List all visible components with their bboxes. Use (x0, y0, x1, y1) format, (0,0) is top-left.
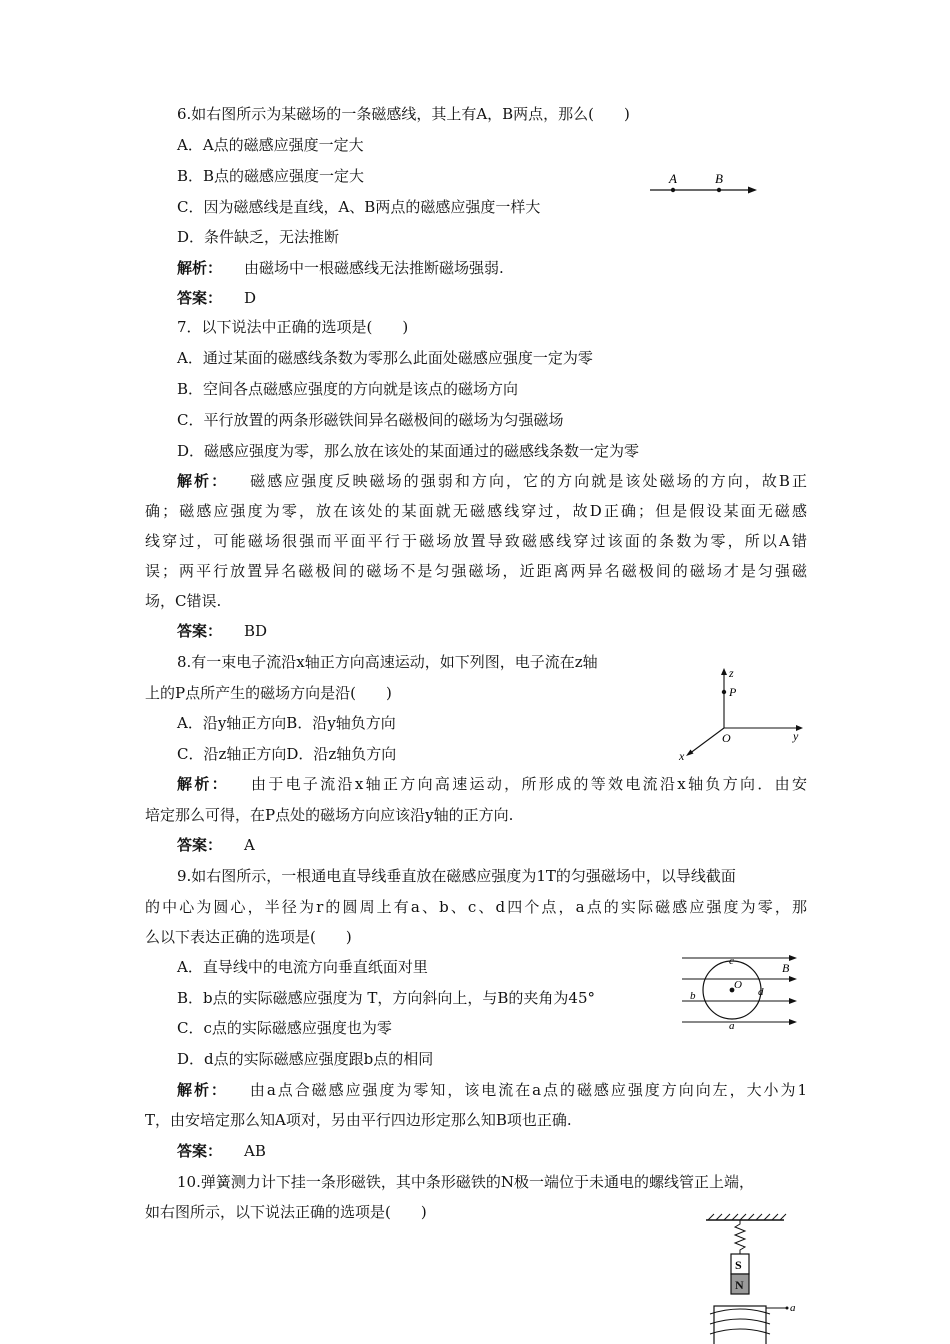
point-p-dot (722, 690, 726, 694)
q8-stem-line2: 上的P点所产生的磁场方向是沿( ) (145, 684, 392, 702)
q9-figure-field-circle (678, 950, 808, 1032)
q8-stem-line1: 8.有一束电子流沿x轴正方向高速运动，如下列图，电子流在z轴 (177, 653, 598, 671)
point-c-label: c (729, 955, 734, 967)
analysis-label: 解析： (177, 775, 229, 793)
q7-analysis-line3: 线穿过，可能磁场很强而平面平行于磁场放置导致磁感线穿过该面的条数为零，所以A错 (145, 532, 807, 550)
q9-option-b: B．b点的实际磁感应强度为 T，方向斜向上，与B的夹角为45° (177, 989, 596, 1007)
center-o-label: O (734, 979, 742, 991)
q6-option-d: D．条件缺乏，无法推断 (177, 228, 340, 246)
q9-analysis-line2: T，由安培定那么知A项对，另由平行四边形定那么知B项也正确. (145, 1111, 572, 1129)
q7-option-a: A．通过某面的磁感线条数为零那么此面处磁感应强度一定为零 (177, 349, 593, 367)
spring (735, 1220, 745, 1254)
answer-label: 答案： (177, 622, 223, 640)
terminal-a-label: a (790, 1302, 796, 1314)
q10-stem-line1: 10.弹簧测力计下挂一条形磁铁，其中条形磁铁的N极一端位于未通电的螺线管正上端， (177, 1173, 754, 1191)
answer-label: 答案： (177, 1142, 223, 1160)
point-b-label: b (690, 990, 696, 1002)
q7-answer (177, 621, 267, 641)
q8-options-ab: A．沿y轴正方向B．沿y轴负方向 (177, 714, 396, 732)
q6-option-c: C．因为磁感线是直线，A、B两点的磁感应强度一样大 (177, 198, 541, 216)
point-b-dot (717, 188, 721, 192)
q7-option-b: B．空间各点磁感应强度的方向就是该点的磁场方向 (177, 380, 519, 398)
q10-stem-line2: 如右图所示，以下说法正确的选项是( ) (145, 1203, 427, 1221)
q10-figure-spring-magnet (700, 1210, 805, 1344)
q6-stem: 6.如右图所示为某磁场的一条磁感线，其上有A，B两点，那么( ) (177, 105, 630, 123)
point-b-label: B (715, 171, 723, 186)
q9-option-d: D．d点的实际磁感应强度跟b点的相同 (177, 1050, 434, 1068)
answer-label: 答案： (177, 836, 223, 854)
z-axis-label: z (729, 666, 734, 680)
answer-value: BD (244, 622, 268, 640)
q7-analysis-line4: 误；两平行放置异名磁极间的磁场不是匀强磁场，近距离两异名磁极间的磁场才是匀强磁 (145, 562, 807, 580)
analysis-text: 由磁场中一根磁感线无法推断磁场强弱. (244, 259, 504, 277)
q6-answer (177, 288, 256, 308)
solenoid (714, 1306, 766, 1344)
analysis-label: 解析： (177, 472, 229, 490)
point-d-label: d (758, 986, 764, 998)
q7-option-d: D．磁感应强度为零，那么放在该处的某面通过的磁感线条数一定为零 (177, 442, 640, 460)
answer-value: AB (244, 1142, 266, 1160)
q8-options-cd: C．沿z轴正方向D．沿z轴负方向 (177, 745, 397, 763)
analysis-label: 解析： (177, 259, 223, 277)
q6-option-a: A．A点的磁感应强度一定大 (177, 136, 364, 154)
q6-option-b: B．B点的磁感应强度一定大 (177, 167, 365, 185)
q9-stem-line3: 么以下表达正确的选项是( ) (145, 928, 352, 946)
s-pole-label: S (735, 1258, 742, 1272)
q6-figure-field-line (645, 166, 765, 200)
q8-answer (177, 835, 255, 855)
q8-figure-axes (675, 664, 815, 764)
analysis-label: 解析： (177, 1081, 228, 1099)
point-a-dot (671, 188, 675, 192)
answer-value: D (244, 289, 257, 307)
x-axis-label: x (679, 749, 685, 763)
q7-analysis-line2: 确；磁感应强度为零，放在该处的某面就无磁感线穿过，故D正确；但是假设某面无磁感 (145, 502, 807, 520)
q9-answer (177, 1141, 266, 1161)
origin-label: O (722, 731, 731, 745)
answer-label: 答案： (177, 289, 223, 307)
q9-option-a: A．直导线中的电流方向垂直纸面对里 (177, 958, 428, 976)
q7-stem: 7．以下说法中正确的选项是( ) (177, 318, 409, 336)
q7-analysis-line5: 场，C错误. (145, 592, 222, 610)
n-pole-label: N (735, 1278, 744, 1292)
field-b-label: B (782, 961, 790, 975)
q8-analysis-line2: 培定那么可得，在P点处的磁场方向应该沿y轴的正方向. (145, 806, 514, 824)
point-p-label: P (729, 685, 737, 699)
q9-analysis-line1 (177, 1080, 807, 1100)
q9-stem-line1: 9.如右图所示，一根通电直导线垂直放在磁感应强度为1T的匀强磁场中，以导线截面 (177, 867, 736, 885)
point-a-label: A (669, 171, 677, 186)
q6-analysis (177, 258, 504, 278)
analysis-text: 由于电子流沿x轴正方向高速运动，所形成的等效电流沿x轴负方向．由安 (250, 775, 807, 793)
q8-analysis-line1 (177, 774, 807, 794)
y-axis-label: y (793, 729, 799, 743)
q7-analysis-line1 (177, 471, 807, 491)
q7-option-c: C．平行放置的两条形磁铁间异名磁极间的磁场为匀强磁场 (177, 411, 564, 429)
point-a-label: a (729, 1020, 735, 1032)
answer-value: A (244, 836, 255, 854)
analysis-text: 由a点合磁感应强度为零知，该电流在a点的磁感应强度方向向左，大小为1 (249, 1081, 807, 1099)
analysis-text: 磁感应强度反映磁场的强弱和方向，它的方向就是该处磁场的方向，故B正 (250, 472, 807, 490)
q9-option-c: C．c点的实际磁感应强度也为零 (177, 1019, 392, 1037)
q9-stem-line2: 的中心为圆心，半径为r的圆周上有a、b、c、d四个点，a点的实际磁感应强度为零，那 (145, 898, 807, 916)
